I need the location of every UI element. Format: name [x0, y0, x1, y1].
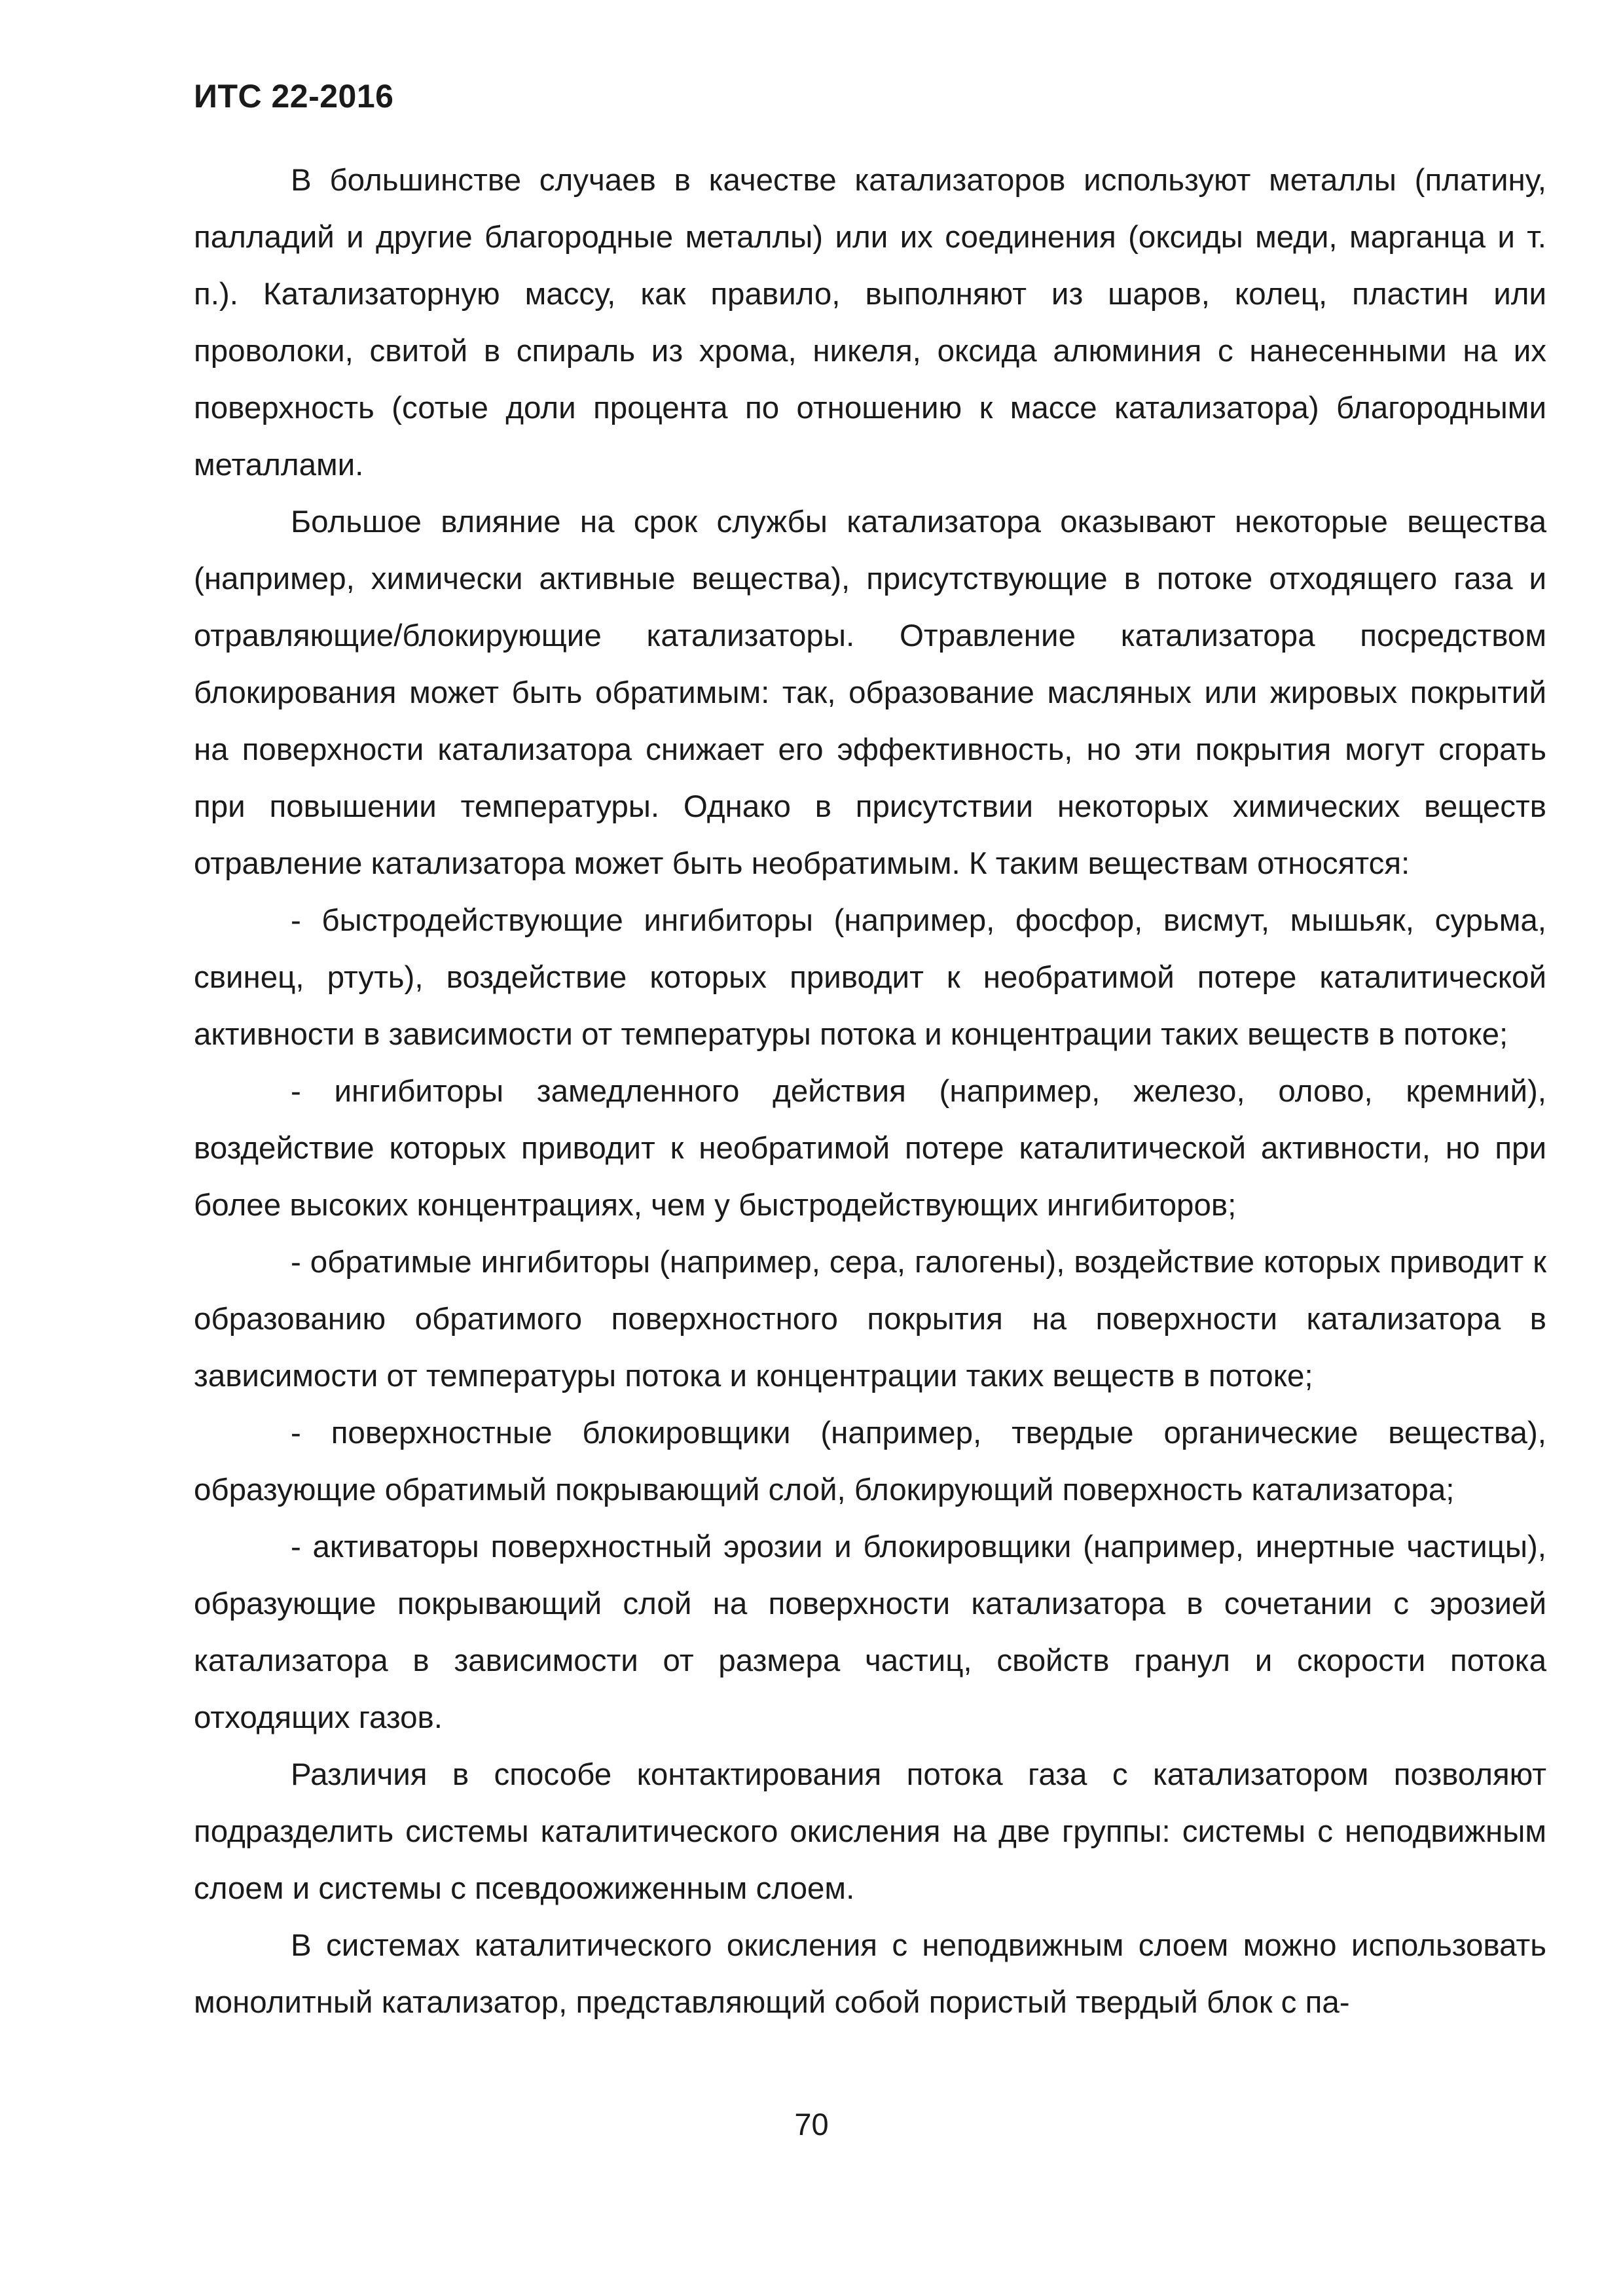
paragraph-fixed-bed-systems: В системах каталитического окисления с неподвижным слоем можно использовать монолитный катализатор, представляющий собой пористый твердый блок с па-	[194, 1928, 1546, 2020]
page-number: 70	[794, 2107, 829, 2142]
paragraph-catalyst-poisoning: Большое влияние на срок службы катализатора оказывают некоторые вещества (например, химически активные вещества), присутствующие в потоке отходящего газа и отравляющие/блокирующие катализаторы. Отравление катализатора посредством блокирования может быть обратимым: так, образование масляных или жировых покрытий на поверхности катализатора снижает его эффективность, но эти покрытия могут сгорать при повышении температуры. Однако в присутствии некоторых химических веществ отравление катализатора может быть необратимым. К таким веществам относятся:	[194, 505, 1546, 881]
list-item-slow-inhibitors: - ингибиторы замедленного действия (например, железо, олово, кремний), воздействие которых приводит к необратимой потере каталитической активности, но при более высоких концентрациях, чем у быстродействующих ингибиторов;	[194, 1074, 1546, 1223]
list-item-erosion-activators: - активаторы поверхностный эрозии и блокировщики (например, инертные частицы), образующие покрывающий слой на поверхности катализатора в сочетании с эрозией катализатора в зависимости от размера частиц, свойств гранул и скорости потока отходящих газов.	[194, 1530, 1546, 1735]
paragraph-system-groups: Различия в способе контактирования потока газа с катализатором позволяют подразделить системы каталитического окисления на две группы: системы с неподвижным слоем и системы с псевдоожиженным слоем.	[194, 1757, 1546, 1906]
document-body	[194, 152, 1546, 2031]
list-item-reversible-inhibitors: - обратимые ингибиторы (например, сера, галогены), воздействие которых приводит к образованию обратимого поверхностного покрытия на поверхности катализатора в зависимости от температуры потока и концентрации таких веществ в потоке;	[194, 1245, 1546, 1393]
paragraph-catalyst-metals: В большинстве случаев в качестве катализаторов используют металлы (платину, палладий и другие благородные металлы) или их соединения (оксиды меди, марганца и т. п.). Катализаторную массу, как правило, выполняют из шаров, колец, пластин или проволоки, свитой в спираль из хрома, никеля, оксида алюминия с нанесенными на их поверхность (сотые доли процента по отношению к массе катализатора) благородными металлами.	[194, 163, 1546, 482]
list-item-fast-inhibitors: - быстродействующие ингибиторы (например, фосфор, висмут, мышьяк, сурьма, свинец, ртуть), воздействие которых приводит к необратимой потере каталитической активности в зависимости от температуры потока и концентрации таких веществ в потоке;	[194, 903, 1546, 1052]
document-code-header: ИТС 22-2016	[194, 78, 394, 115]
list-item-surface-blockers: - поверхностные блокировщики (например, твердые органические вещества), образующие обратимый покрывающий слой, блокирующий поверхность катализатора;	[194, 1416, 1546, 1507]
